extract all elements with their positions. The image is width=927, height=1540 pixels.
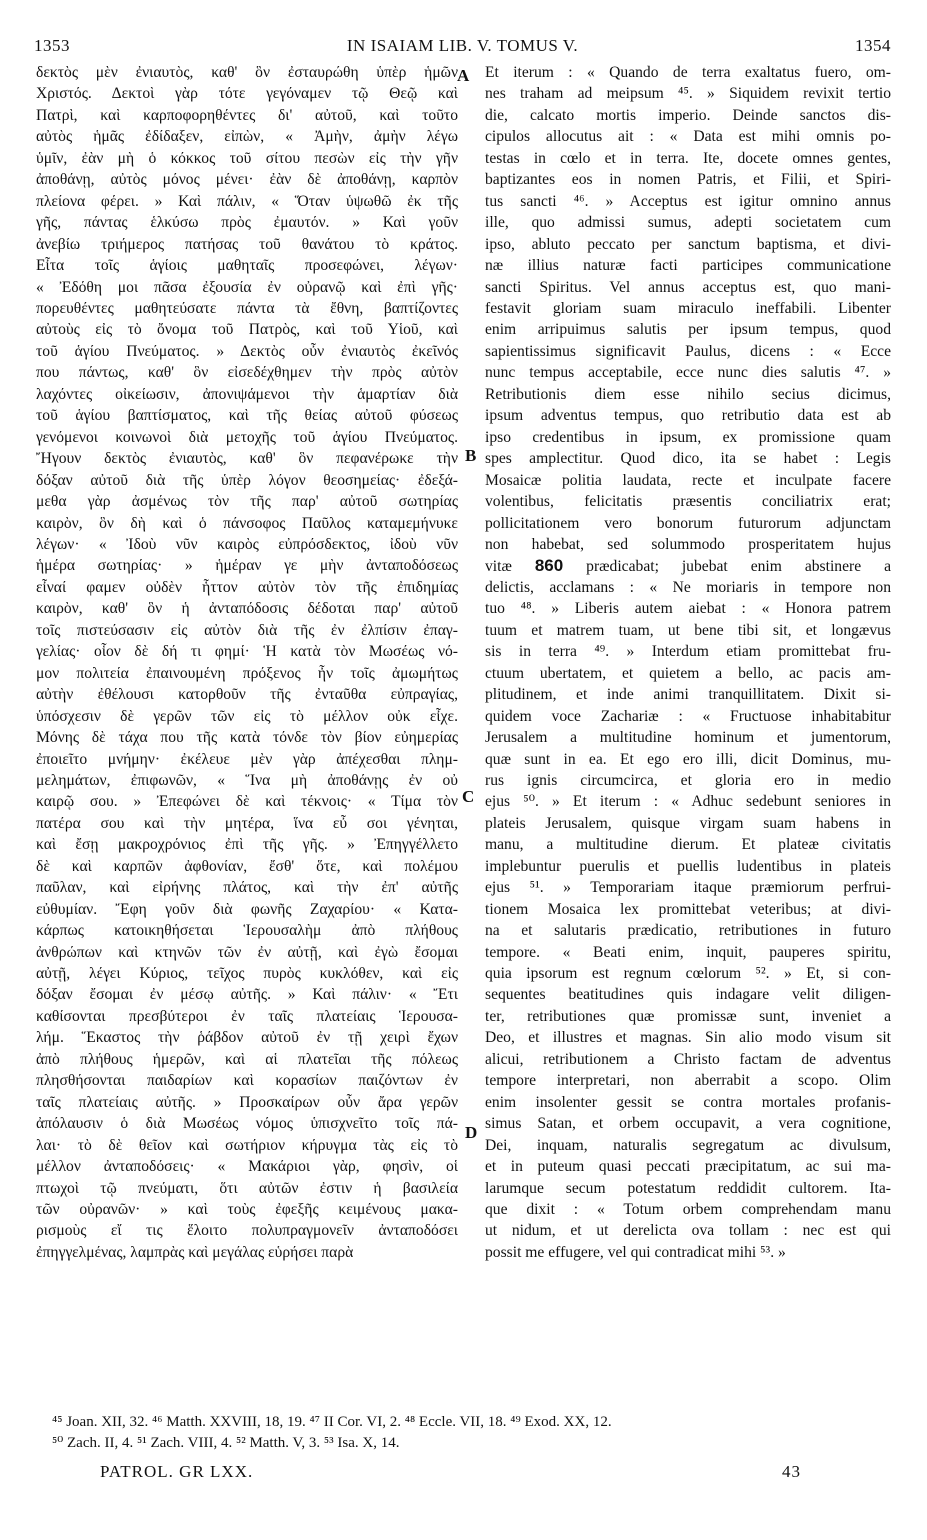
latin-text-line: ut nidum, et ut derelicta ova tollam : nec est qui <box>485 1222 891 1240</box>
latin-text-line: Deo, et illustres et magnas. Sin alio modo visum sit <box>485 1029 891 1047</box>
greek-text-line: που πάντως, καθ' ὃν εἰσεδέχθημεν τὴν πρὸς αὐτὸν <box>36 364 458 382</box>
greek-text-line: πατέρα σου καὶ τὴν μητέρα, ἵνα εὖ σοι γένηται, <box>36 814 458 832</box>
greek-text-line: κάρπως κατοικηθήσεται Ἱερουσαλὴμ ἀπὸ πλήθους <box>36 922 458 940</box>
latin-text-line: spes amplectitur. Quod dico, ita se habet : Legis <box>485 450 891 468</box>
margin-letter-c: C <box>462 787 475 806</box>
latin-text-line: ipso, abluto peccato per sanctum baptisma, et divi- <box>485 235 891 253</box>
latin-text-line: implebuntur puerulis et puellis ludentibus in plateis <box>485 857 891 875</box>
latin-text-line: testas in cœlo et in terra. Ite, docete omnes gentes, <box>485 149 891 167</box>
greek-text-line: καιρὸν, καθ' ὃν ἡ ἀνταπόδοσις δέδοται παρ' αὐτοῦ <box>36 600 458 618</box>
latin-text-line: delictis, acclamans : « Ne moriaris in tempore non <box>485 578 891 596</box>
latin-text-line: vitæ 860 prædicabat; jubebat enim abstinere a <box>485 556 891 576</box>
latin-text-line: larumque secum potestatum reddidit cultorem. Ita- <box>485 1179 891 1197</box>
greek-text-line: τοῦ ἁγίου βαπτίσματος, καὶ τῆς θείας αὐτοῦ φύσεως <box>36 407 458 425</box>
latin-text-line: nunc tempus acceptabile, ecce nunc dies salutis ⁴⁷. » <box>485 364 891 382</box>
greek-text-line: αὐτῇ, λέγει Κύριος, τεῖχος πυρὸς κυκλόθεν, καὶ εἰς <box>36 965 458 983</box>
greek-text-line: ἐπηγγελμένας, λαμπρὰς καὶ μεγάλας εὑρήσει παρὰ <box>36 1243 354 1261</box>
latin-text-line: enim insolenter gessit se contra mortales profanis- <box>485 1093 891 1111</box>
margin-letter-a: A <box>457 66 470 85</box>
greek-text-line: πλησθήσονται παιδαρίων καὶ κορασίων παιζόντων ἐν <box>36 1072 458 1090</box>
latin-text-line: na et salutaris prædicatio, retributiones in futuro <box>485 922 891 940</box>
latin-text-line: alicui, retributionem a Christo factam de adventus <box>485 1050 891 1068</box>
greek-text-line: ἀπὸ πλήθους ἡμερῶν, καὶ αἱ πλατεῖαι τῆς πόλεως <box>36 1050 458 1068</box>
latin-text-line: ipsum adventus tempus, quo retributio data est ab <box>485 407 891 425</box>
latin-text-line: non habebat, sed solummodo prosperitatem hujus <box>485 535 891 553</box>
greek-text-line: « Ἐδόθη μοι πᾶσα ἐξουσία ἐν οὐρανῷ καὶ ἐπὶ γῆς· <box>36 278 458 296</box>
greek-text-line: μεθα γὰρ ἀσμένως τὸν τῆς παρ' αὐτοῦ σωτηρίας <box>36 493 458 511</box>
latin-text-line: næ illius naturæ facti participes communicatione <box>485 257 891 275</box>
greek-text-line: Χριστός. Δεκτοὶ γὰρ τότε γεγόναμεν τῷ Θεῷ καὶ <box>36 85 458 103</box>
greek-text-line: ἀπόλαυσιν ὁ διὰ Μωσέως νόμος ὑπισχνεῖτο τοῖς πά- <box>36 1115 458 1133</box>
greek-text-line: ἐποιεῖτο μνήμην· ἐκέλευε μὲν γὰρ ἀπέχεσθαι πλημ- <box>36 750 458 768</box>
latin-text-line: die, calcato mortis imperio. Deinde sanctos dis- <box>485 106 891 124</box>
latin-text-line: plitudinem, et inde animi tranquillitatem. Dixit si- <box>485 686 891 704</box>
greek-text-line: αὐτὸς ἡμᾶς ἐδίδαξεν, εἰπὼν, « Ἀμὴν, ἀμὴν λέγω <box>36 128 458 146</box>
latin-text-line: rus ignis circumcirca, et gloria ero in medio <box>485 771 891 789</box>
greek-text-line: μελημάτων, ἐπιφωνῶν, « Ἵνα μὴ ἀποθάνῃς ἐν οὐ <box>36 771 458 789</box>
greek-text-line: καὶ ἔσῃ μακροχρόνιος ἐπὶ τῆς γῆς. » Ἐπηγγέλλετο <box>36 836 458 854</box>
greek-text-line: εἶναί φαμεν οὐδὲν ἧττον αὐτὸν τὸν τῆς ἐπιδημίας <box>36 578 458 596</box>
latin-text-line: Mosaicæ politia laudata, recte et inculpate facere <box>485 471 891 489</box>
greek-text-line: λαχόντες οἰκείωσιν, ἀπονιψάμενοι τὴν ἁμαρτίαν διὰ <box>36 385 458 403</box>
greek-text-line: δὲ καὶ καρπῶν ἀφθονίαν, ἔσθ' ὅτε, καὶ πολέμου <box>36 857 458 875</box>
latin-text-line: quia ipsorum est regnum cœlorum ⁵². » Et, si con- <box>485 965 891 983</box>
greek-text-line: καιρὸν, ὃν δὴ καὶ ὁ πάνσοφος Παῦλος καταμεμήνυκε <box>36 514 458 532</box>
greek-text-line: αὐτοὺς εἰς τὸ ὄνομα τοῦ Πατρὸς, καὶ τοῦ Υἱοῦ, καὶ <box>36 321 458 339</box>
latin-text-line: simus Satan, et orbem occupavit, a vera cognitione, <box>485 1115 891 1133</box>
margin-letter-b: B <box>465 446 477 465</box>
greek-text-line: ταῖς πλατείαις αὐτῆς. » Προσκαίρων οὖν ἄρα γερῶν <box>36 1093 458 1111</box>
latin-text-line: ejus ⁵¹. » Temporariam itaque præmiorum perfrui- <box>485 879 891 897</box>
latin-text-line: tuo ⁴⁸. » Liberis autem aiebat : « Honora patrem <box>485 600 891 618</box>
latin-text-line: manu, a multitudine dierum. Et plateæ civitatis <box>485 836 891 854</box>
latin-text-line: festavit gloriam suam miraculo ineffabili. Libenter <box>485 299 891 317</box>
page-number-right: 1354 <box>855 36 891 55</box>
greek-text-line: μον πολιτεία ἐπαινουμένη πρόξενος ἦν τοῖς ἀμωμήτως <box>36 664 458 682</box>
greek-text-column <box>36 62 458 1263</box>
greek-text-line: Πατρὶ, καὶ καρποφορηθέντες δι' αὐτοῦ, καὶ τοῦτο <box>36 106 458 124</box>
greek-text-line: μέλλον ἀνταποδόσεις· « Μακάριοι γὰρ, φησὶν, οἱ <box>36 1158 458 1176</box>
latin-text-column <box>485 62 891 1263</box>
footnote-line: ⁴⁵ Joan. XII, 32. ⁴⁶ Matth. XXVIII, 18, 19. ⁴⁷ II Cor. VI, 2. ⁴⁸ Eccle. VII, 18. ⁴⁹ Exod. XX, 12. <box>52 1414 612 1430</box>
greek-text-line: τοῦ ἁγίου Πνεύματος. » Δεκτὸς οὖν ἐνιαυτὸς ἐκεῖνός <box>36 342 458 360</box>
latin-text-line: Et iterum : « Quando de terra exaltatus fuero, om- <box>485 64 891 81</box>
page-number-left: 1353 <box>34 36 70 55</box>
greek-text-line: αὐτὴν ἐθέλουσι κατορθοῦν τῆς ἐνταῦθα εὐπραγίας, <box>36 686 458 704</box>
greek-text-line: εὐθυμίαν. Ἔφη γοῦν διὰ φωνῆς Ζαχαρίου· « Κατα- <box>36 900 458 918</box>
greek-text-line: γενόμενοι κοινωνοὶ διὰ μετοχῆς τοῦ ἁγίου Πνεύματος. <box>36 428 458 446</box>
footnotes <box>52 1412 891 1454</box>
latin-text-line: cipulos allocutus ait : « Data est mihi omnis po- <box>485 128 891 146</box>
latin-text-line: que dixit : « Totum orbem comprehendam manu <box>485 1201 891 1219</box>
greek-text-line: καιρῷ σου. » Ἐπεφώνει δὲ καὶ τέκνοις· « Τίμα τὸν <box>36 793 458 811</box>
latin-text-line: et in puteum quasi peccati præcipitatum, ac sui ma- <box>485 1158 891 1176</box>
sheet-number: 43 <box>782 1462 801 1481</box>
margin-letter-d: D <box>465 1123 478 1142</box>
greek-text-line: δόξαν ἔσομαι ἐν μέσῳ αὐτῆς. » Καὶ πάλιν· « Ἔτι <box>36 986 458 1004</box>
latin-text-line: sis in terra ⁴⁹. » Interdum etiam promittebat fru- <box>485 643 891 661</box>
latin-text-line: baptizantes eos in nomen Patris, et Filii, et Spiri- <box>485 171 891 189</box>
greek-text-line: λαι· τὸ δὲ θεῖον καὶ σωτήριον κήρυγμα τὰς εἰς τὸ <box>36 1136 458 1154</box>
column-number-marker: 860 <box>534 556 564 576</box>
page-header <box>34 36 891 58</box>
latin-text-line: sapientissimus significavit Paulus, dicens : « Ecce <box>485 342 891 360</box>
greek-text-line: πορευθέντες μαθητεύσατε πάντα τὰ ἔθνη, βαπτίζοντες <box>36 299 458 317</box>
latin-text-line: tempore interpretari, non aberrabit a scopo. Olim <box>485 1072 891 1090</box>
latin-text-line: tionem Mosaica lex promittebat veteribus; at divi- <box>485 900 891 918</box>
series-signature: PATROL. GR LXX. <box>100 1462 254 1481</box>
latin-text-line: ctuum ubertatem, et quietem a bello, ac pacis am- <box>485 664 891 682</box>
latin-text-line: sancti Spiritus. Vel annus acceptus est, quo mani- <box>485 278 891 296</box>
latin-text-line: ille, quo admissi sumus, adepti societatem cum <box>485 214 891 232</box>
latin-text-line: ter, retributiones quæ promissæ sunt, inveniet a <box>485 1007 891 1025</box>
greek-text-line: τοῖς πιστεύσασιν εἰς αὐτὸν διὰ τῆς ἐν ἐλπίσιν ἐπαγ- <box>36 621 458 639</box>
latin-text-line: ipso credentibus in ipsum, ex promissione quam <box>485 428 891 446</box>
greek-text-line: δεκτὸς μὲν ἐνιαυτὸς, καθ' ὃν ἐσταυρώθη ὑπὲρ ἡμῶν <box>36 64 458 81</box>
greek-text-line: καθίσονται πρεσβύτεροι ἐν ταῖς πλατείαις Ἱερουσα- <box>36 1007 458 1025</box>
footnote-line: ⁵⁰ Zach. II, 4. ⁵¹ Zach. VIII, 4. ⁵² Matth. V, 3. ⁵³ Isa. X, 14. <box>52 1435 400 1451</box>
greek-text-line: ρισμοὺς εἴ τις ἕλοιτο πολυπραγμονεῖν ἀνταποδόσει <box>36 1222 458 1240</box>
greek-text-line: παῦλαν, καὶ εἰρήνης πλάτος, καὶ τὴν ἐπ' αὐτῆς <box>36 879 458 897</box>
latin-text-line: tuum et matrem tuam, ut bene tibi sit, et longævus <box>485 621 891 639</box>
latin-text-line: quidem voce Zachariæ : « Fructuose inhabitabitur <box>485 707 891 725</box>
latin-text-line: quæ sunt in ea. Et ego ero illi, dicit Dominus, mu- <box>485 750 891 768</box>
greek-text-line: λήμ. Ἕκαστος τὴν ῥάβδον αὐτοῦ ἐν τῇ χειρὶ ἔχων <box>36 1029 458 1047</box>
greek-text-line: Μόνης δὲ τάχα που τῆς κατὰ τόνδε τὸν βίον εὐημερίας <box>36 729 458 747</box>
greek-text-line: τῶν οὐρανῶν· » καὶ τοὺς ἐφεξῆς κειμένους μακα- <box>36 1201 458 1219</box>
greek-text-line: πλείονα φέρει. » Καὶ πάλιν, « Ὅταν ὑψωθῶ ἐκ τῆς <box>36 192 458 210</box>
greek-text-line: πτωχοὶ τῷ πνεύματι, ὅτι αὐτῶν ἐστιν ἡ βασιλεία <box>36 1179 458 1197</box>
latin-text-line: possit me effugere, vel qui contradicat mihi ⁵³. » <box>485 1243 786 1261</box>
greek-text-line: ἡμέρα σωτηρίας· » ἡμέραν γε μὴν ἀνταποδόσεως <box>36 557 458 575</box>
running-title: IN ISAIAM LIB. V. TOMUS V. <box>346 36 579 55</box>
latin-text-line: pollicitationem vero bonorum futurorum adjunctam <box>485 514 891 532</box>
greek-text-line: ὑμῖν, ἐὰν μὴ ὁ κόκκος τοῦ σίτου πεσὼν εἰς τὴν γῆν <box>36 149 458 167</box>
greek-text-line: λέγων· « Ἰδοὺ νῦν καιρὸς εὐπρόσδεκτος, ἰδοὺ νῦν <box>36 535 458 553</box>
greek-text-line: ὑπόσχεσιν δὲ γερῶν τῶν εἰς τὸ μέλλον οὐκ εἶχε. <box>36 707 458 725</box>
latin-text-line: ejus ⁵⁰. » Et iterum : « Adhuc sedebunt seniores in <box>485 793 891 811</box>
latin-text-line: plateis Jerusalem, quisque virgam suam habens in <box>485 814 891 832</box>
greek-text-line: ἀποθάνῃ, αὐτὸς μόνος μένει· ἐὰν δὲ ἀποθάνῃ, καρπὸν <box>36 171 458 189</box>
greek-text-line: Εἶτα τοῖς ἁγίοις μαθηταῖς προσεφώνει, λέγων· <box>36 257 458 275</box>
greek-text-line: γελίας· οἷον δὲ δή τι φημί· Ἡ κατὰ τὸν Μωσέως νό- <box>36 643 458 661</box>
page-footer <box>100 1462 801 1486</box>
latin-text-line: Jerusalem a multitudine hominum et jumentorum, <box>485 729 891 747</box>
latin-text-line: tempore. « Beati enim, inquit, pauperes spiritu, <box>485 943 891 961</box>
greek-text-line: δόξαν αὐτοῦ διὰ τῆς ὑπὲρ λόγον θεοσημείας· ἐδεξά- <box>36 471 458 489</box>
latin-text-line: nes traham ad meipsum ⁴⁵. » Siquidem revixit tertio <box>485 85 891 103</box>
greek-text-line: γῆς, πάντας ἑλκύσω πρὸς ἐμαυτόν. » Καὶ γοῦν <box>36 214 458 232</box>
latin-text-line: enim arripuimus salutis per ipsum tempus, quod <box>485 321 891 339</box>
latin-text-line: tus sancti ⁴⁶. » Acceptus est igitur omnino annus <box>485 192 891 210</box>
latin-text-line: Retributionis diem esse nihilo secius dicimus, <box>485 385 891 403</box>
latin-text-line: Dei, inquam, naturalis segregatum ac divulsum, <box>485 1136 891 1154</box>
greek-text-line: ἀνεβίω τριήμερος πατήσας τοῦ θανάτου τὸ κράτος. <box>36 235 458 253</box>
greek-text-line: ἀνθρώπων καὶ κτηνῶν τῶν ἐν αὐτῇ, καὶ ἐγὼ ἔσομαι <box>36 943 458 961</box>
latin-text-line: volentibus, felicitatis præsentis conciliatrix erat; <box>485 493 891 511</box>
latin-text-line: sequentes beatitudines quis indagare velit diligen- <box>485 986 891 1004</box>
greek-text-line: Ἤγουν δεκτὸς ἐνιαυτὸς, καθ' ὃν πεφανέρωκε τὴν <box>36 450 458 468</box>
